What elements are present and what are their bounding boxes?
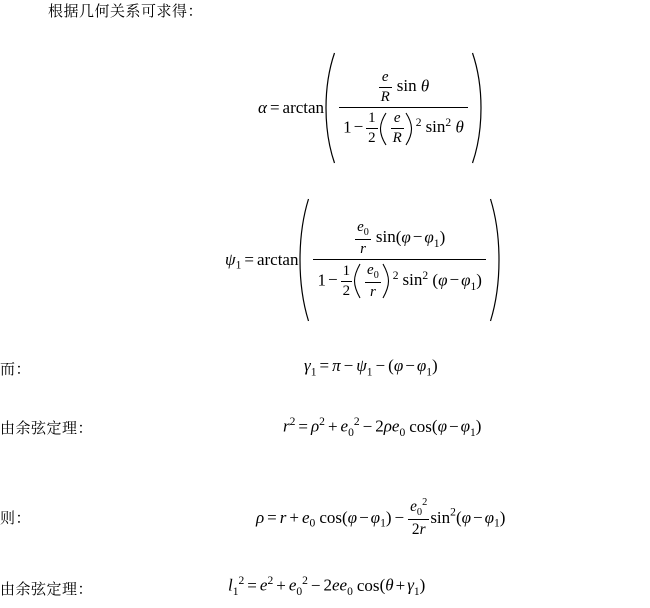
left-paren-small-icon	[379, 112, 390, 146]
right-paren-small-icon	[405, 112, 416, 146]
right-paren-icon	[471, 52, 482, 164]
equation-psi1: $\psi_1 = \arctan$ $\frac{e_0}{r}$ $\sin(\varphi - \varphi_1)$ 1 − $\frac{1}{2}$ $\frac{e_0}{r}$ $^2$ $\sin^2 (\varphi - \varphi_1)$	[225, 198, 500, 322]
alpha-denominator: 1 − $\frac{1}{2}$ $\frac{e}{R}$ $^2$ $\sin^2 \theta$	[343, 110, 464, 146]
intro-text: 根据几何关系可求得：	[48, 2, 204, 20]
label-er: 而：	[0, 360, 32, 378]
alpha-numerator: $\frac{e}{R}$ sin θ	[339, 69, 468, 108]
equation-r-squared: $r^2 = \rho^2 + e_0^2 - 2\rho e_0$ $\cos(\varphi - \varphi_1)$	[283, 415, 482, 440]
equation-gamma1: $\gamma_1 = \pi - \psi_1 - (\varphi - \varphi_1)$	[304, 356, 438, 379]
right-paren-small-icon	[382, 263, 393, 299]
left-paren-small-icon	[353, 263, 364, 299]
alpha-fraction	[339, 69, 468, 147]
right-paren-icon	[489, 198, 500, 322]
equation-rho: $\rho = r + e_0$ $\cos(\varphi - \varphi_1)$ − $\frac{e_0^2}{2r}$ $\sin^2(\varphi - \varphi_1)$	[256, 497, 506, 539]
left-paren-icon	[325, 52, 336, 164]
psi1-numerator: $\frac{e_0}{r}$ $\sin(\varphi - \varphi_1)$	[313, 219, 485, 260]
left-paren-icon	[299, 198, 310, 322]
psi1-fraction	[313, 219, 485, 301]
label-then: 则：	[0, 509, 32, 527]
equation-l1-squared: $l_1^2 = e^2 + e_0^2 - 2ee_0$ $\cos(\theta + \gamma_1)$	[228, 574, 426, 599]
equation-alpha: α = arctan $\frac{e}{R}$ sin θ 1 − $\frac{1}{2}$ $\frac{e}{R}$ $^2$ $\sin^2 \theta$	[258, 52, 482, 164]
psi1-denominator: 1 − $\frac{1}{2}$ $\frac{e_0}{r}$ $^2$ $\sin^2 (\varphi - \varphi_1)$	[317, 262, 482, 300]
label-cosine-law-2: 由余弦定理：	[0, 580, 94, 598]
label-cosine-law-1: 由余弦定理：	[0, 419, 94, 437]
